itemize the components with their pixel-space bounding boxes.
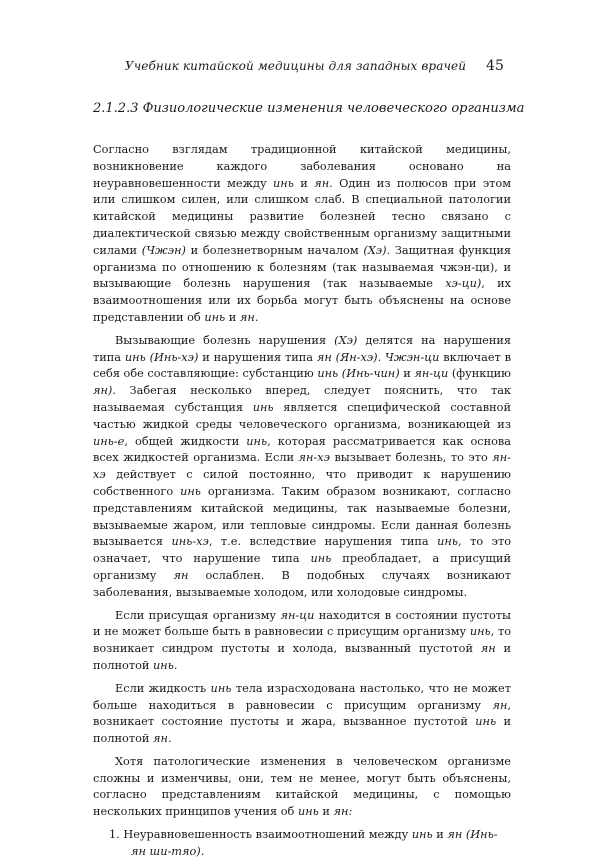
italic-term: (Чжэн) bbox=[141, 243, 186, 257]
italic-term: ян bbox=[153, 732, 168, 746]
text-run: тела израсходована настолько, что не может больше находиться в равновесии с присущим организму bbox=[93, 681, 511, 712]
italic-term: ян bbox=[239, 310, 255, 324]
italic-term: инь bbox=[153, 658, 174, 672]
text-run: , то это означает, что нарушение типа bbox=[93, 535, 511, 566]
text-run: . bbox=[173, 658, 178, 672]
paragraph-1 bbox=[93, 142, 511, 327]
italic-term: ян-ци bbox=[280, 608, 315, 622]
italic-term: хэ-ци) bbox=[445, 277, 482, 291]
italic-term: ян bbox=[173, 568, 189, 582]
italic-term: ян bbox=[480, 642, 496, 656]
text-run: , общей жидкости bbox=[124, 434, 247, 448]
text-run: и bbox=[399, 367, 415, 381]
text-run: организма. Таким образом возникают, согласно представлениям китайской медицины, так называемые болезни, вызываемые жаром, или тепловые синдромы. Если данная болезнь вызывается bbox=[93, 484, 511, 549]
italic-term: ян (Ян-хэ) bbox=[316, 350, 378, 364]
italic-term: ян) bbox=[93, 384, 113, 398]
text-run: делятся на нарушения типа bbox=[93, 333, 511, 364]
italic-term: инь bbox=[437, 535, 459, 549]
italic-term: инь bbox=[204, 310, 226, 324]
text-run: и bbox=[432, 828, 448, 842]
text-run: и bbox=[225, 310, 240, 324]
italic-term: Чжэн-ци bbox=[385, 350, 440, 364]
text-run: и болезнетворным началом bbox=[185, 243, 364, 257]
text-run: ослаблен. В подобных случаях возникают заболевания, вызываемые холодом, или холодовые синдромы. bbox=[93, 568, 511, 599]
text-run: Вызывающие болезнь нарушения bbox=[115, 333, 335, 347]
text-run: Согласно взглядам традиционной китайской медицины, возникновение каждого заболевания основано на неуравновешенности между bbox=[93, 143, 511, 190]
text-run: Если присущая организму bbox=[115, 608, 281, 622]
text-run: , их взаимоотношения или их борьба могут быть объяснены на основе представлении об bbox=[93, 277, 511, 324]
page-number: 45 bbox=[485, 58, 504, 74]
italic-term: ян bbox=[492, 698, 508, 712]
header-title: Учебник китайской медицины для западных врачей bbox=[124, 59, 467, 73]
text-run: является специфической составной частью жидкой среды человеческого организма, возникающей из bbox=[93, 400, 511, 431]
italic-term: ян-хэ bbox=[93, 451, 511, 482]
text-run: (функцию bbox=[448, 367, 511, 381]
text-run: и bbox=[293, 176, 315, 190]
italic-term: инь bbox=[297, 805, 319, 819]
italic-term: ян-хэ bbox=[298, 451, 330, 465]
italic-term: инь bbox=[252, 400, 274, 414]
text-run: и нарушения типа bbox=[198, 350, 317, 364]
text-run: преобладает, а присущий организму bbox=[93, 552, 511, 582]
italic-term: инь bbox=[310, 552, 332, 566]
italic-term: ян (Инь-ян ши-тяо) bbox=[131, 828, 498, 858]
text-run: . Один из полюсов при этом или слишком силен, или слишком слаб. В специальной патологии китайской медицины развитие болезней тесно связано с диалектической связью между свойственным организму защитными силами bbox=[93, 176, 511, 257]
text-run: и полнотой bbox=[93, 715, 511, 746]
italic-term: инь bbox=[475, 715, 497, 729]
italic-term: (Хэ) bbox=[334, 333, 358, 347]
text-run: Неуравновешенность взаимоотношений между bbox=[119, 828, 412, 842]
body-text bbox=[93, 142, 511, 867]
text-run: , т.е. вследствие нарушения типа bbox=[208, 535, 438, 549]
italic-term: инь bbox=[273, 176, 294, 190]
text-run: . bbox=[200, 844, 205, 858]
text-run: действует с силой постоянно, что приводит к нарушению собственного bbox=[93, 468, 511, 498]
paragraph-4 bbox=[93, 681, 511, 748]
text-run: включает в себя обе составляющие: субстанцию bbox=[93, 350, 511, 381]
italic-term: инь-хэ bbox=[171, 535, 209, 549]
text-run: . Забегая несколько вперед, следует пояснить, что так называемая субстанция bbox=[93, 384, 511, 414]
section-heading: 2.1.2.3 Физиологические изменения человеческого организма bbox=[93, 101, 525, 116]
text-run: . bbox=[167, 732, 172, 746]
paragraph-5 bbox=[93, 754, 511, 821]
text-run: . bbox=[254, 310, 259, 324]
text-run: , которая рассматривается как основа всех жидкостей организма. Если bbox=[93, 434, 511, 465]
italic-term: инь bbox=[411, 828, 433, 842]
italic-term: инь bbox=[469, 625, 491, 639]
text-run: вызывает болезнь, то это bbox=[329, 451, 493, 465]
italic-term: (Хэ) bbox=[363, 243, 387, 257]
text-run: Если жидкость bbox=[115, 681, 211, 695]
paragraph-3 bbox=[93, 608, 511, 675]
running-header bbox=[125, 58, 504, 74]
text-run: Хотя патологические изменения в человеческом организме сложны и изменчивы, они, тем не менее, могут быть объяснены, согласно представлениям китайской медицины, с помощью нескольких принципов учения об bbox=[93, 754, 511, 819]
italic-term: инь (Инь-чин) bbox=[317, 367, 400, 381]
text-run: . bbox=[377, 350, 386, 364]
italic-term: ян: bbox=[333, 805, 353, 819]
text-run: 1. bbox=[109, 828, 120, 842]
italic-term: инь bbox=[210, 681, 232, 695]
italic-term: инь bbox=[180, 484, 201, 498]
text-run: , то возникает синдром пустоты и холода, вызванный пустотой bbox=[93, 625, 511, 656]
text-run: , возникает состояние пустоты и жара, вызванное пустотой bbox=[93, 698, 511, 729]
italic-term: ян-ци bbox=[414, 367, 449, 381]
italic-term: ян bbox=[314, 176, 330, 190]
text-run: и полнотой bbox=[93, 642, 511, 672]
text-run: . Защитная функция организма по отношению к болезням (так называемая чжэн-ци), и вызывающие болезнь нарушения (так называемые bbox=[93, 243, 511, 291]
italic-term: инь-е bbox=[93, 434, 125, 448]
text-run: находится в состоянии пустоты и не может больше быть в равновесии с присущим организму bbox=[93, 608, 511, 639]
text-run: и bbox=[318, 805, 334, 819]
italic-term: инь (Инь-хэ) bbox=[124, 350, 199, 364]
list-item-1 bbox=[93, 827, 511, 861]
italic-term: инь bbox=[246, 434, 268, 448]
paragraph-2 bbox=[93, 333, 511, 602]
